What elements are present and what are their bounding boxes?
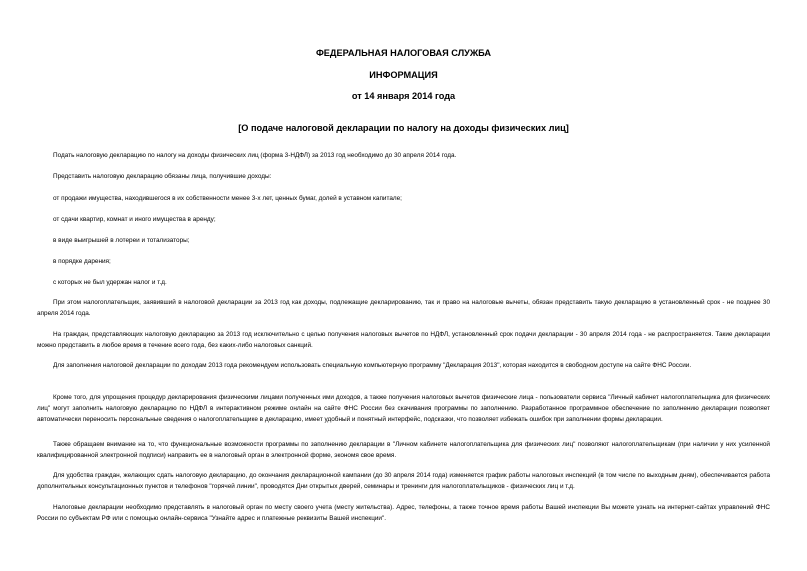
list-item: от сдачи квартир, комнат и иного имущества в аренду;	[53, 216, 216, 223]
paragraph: На граждан, представляющих налоговую декларацию за 2013 год исключительно с целью получения налоговых вычетов по НДФЛ, установленный срок подачи декларации - 30 апреля 2014 года - не распространяется. Такие декларации можно представить в любое время в течение всего года, без каких-либо налоговых санкций.	[37, 331, 770, 349]
paragraph: Для удобства граждан, желающих сдать налоговую декларацию, до окончания декларационной кампании (до 30 апреля 2014 года) изменяется график работы налоговых инспекций (в том числе по выходным дням), обеспечивается работа дополнительных консультационных пунктов и телефонов "горячей линии", проводятся Дни открытых дверей, семинары и тренинги для налогоплательщиков - физических лиц и т.д.	[37, 472, 770, 490]
paragraph: При этом налогоплательщик, заявивший в налоговой декларации за 2013 год как доходы, подлежащие декларированию, так и право на налоговые вычеты, обязан представить такую декларацию в установленный срок - не позднее 30 апреля 2014 года.	[37, 299, 770, 317]
paragraph: Для заполнения налоговой декларации по доходам 2013 года рекомендуем использовать специальную компьютерную программу "Декларация 2013", которая находится в свободном доступе на сайте ФНС России.	[53, 362, 692, 369]
list-item: от продажи имущества, находившегося в их собственности менее 3-х лет, ценных бумаг, долей в уставном капитале;	[53, 195, 402, 202]
paragraph: Подать налоговую декларацию по налогу на доходы физических лиц (форма 3-НДФЛ) за 2013 год необходимо до 30 апреля 2014 года.	[53, 152, 457, 159]
list-item: с которых не был удержан налог и т.д.	[53, 279, 167, 286]
list-item: в порядке дарения;	[53, 258, 111, 265]
document-type-heading: ИНФОРМАЦИЯ	[369, 70, 438, 80]
paragraph: Представить налоговую декларацию обязаны лица, получившие доходы:	[53, 173, 272, 180]
agency-heading: ФЕДЕРАЛЬНАЯ НАЛОГОВАЯ СЛУЖБА	[315, 48, 492, 58]
paragraph: Налоговые декларации необходимо представлять в налоговый орган по месту своего учета (месту жительства). Адрес, телефоны, а также точное время работы Вашей инспекции Вы можете узнать на интернет-сайтах управлений ФНС России по субъектам РФ или с помощью онлайн-сервиса "Узнайте адрес и платежные реквизиты Вашей инспекции".	[37, 504, 770, 522]
list-item: в виде выигрышей в лотереи и тотализаторы;	[53, 237, 190, 244]
paragraph: Также обращаем внимание на то, что функциональные возможности программы по заполнению декларации в "Личном кабинете налогоплательщика для физических лиц" позволяют налогоплательщикам (при наличии у них усиленной квалифицированной электронной подписи) направить ее в налоговый орган в электронной форме, экономя свое время.	[37, 441, 770, 459]
document-date: от 14 января 2014 года	[351, 91, 456, 101]
paragraph: Кроме того, для упрощения процедур декларирования физическими лицами полученных ими доходов, а также получения налоговых вычетов физические лица - пользователи сервиса "Личный кабинет налогоплательщика для физических лиц" могут заполнить налоговую декларацию по НДФЛ в интерактивном режиме онлайн на сайте ФНС России без скачивания программы по заполнению. Разработанное программное обеспечение по заполнению декларации позволяет автоматически переносить персональные сведения о налогоплательщике в декларацию, имеет удобный и понятный интерфейс, подсказки, что позволяет избежать ошибок при заполнении формы декларации.	[37, 394, 770, 423]
document-title: [О подаче налоговой декларации по налогу на доходы физических лиц]	[238, 123, 569, 133]
